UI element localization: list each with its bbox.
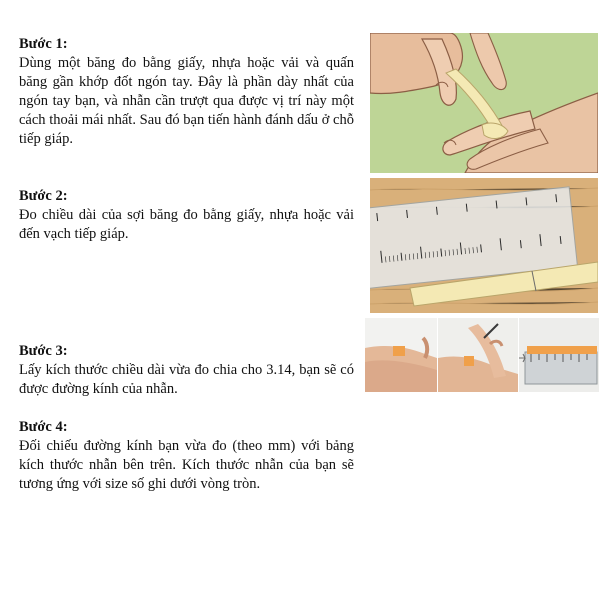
hand-wrapping-tape-illustration [370, 33, 598, 173]
step-1-text: Dùng một băng đo bằng giấy, nhựa hoặc vải và quấn băng gần khớp đốt ngón tay. Đây là phần dày nhất của ngón tay bạn, và nhẫn cần trượt qua được vị trí này một cách thoải mái nhất. Sau đó bạn tiến hành đánh dấu ở chỗ tiếp giáp. [19, 55, 354, 147]
step-3-text: Lấy kích thước chiều dài vừa đo chia cho 3.14, bạn sẽ có được đường kính của nhẫn. [19, 362, 354, 397]
step-2-title: Bước 2: [19, 188, 68, 204]
step-3 [19, 342, 354, 399]
step-4-text: Đối chiếu đường kính bạn vừa đo (theo mm) với bảng kích thước nhẫn bên trên. Kích thước nhẫn của bạn sẽ tương ứng với size số ghi dưới vòng tròn. [19, 438, 354, 492]
step-1-title: Bước 1: [19, 36, 68, 52]
step-3-title: Bước 3: [19, 343, 68, 359]
step-2-text: Đo chiều dài của sợi băng đo bằng giấy, nhựa hoặc vải đến vạch tiếp giáp. [19, 207, 354, 242]
tape-on-ruler-photo [519, 318, 599, 392]
step-1 [19, 35, 354, 149]
step-2 [19, 187, 354, 244]
ruler-measuring-tape-illustration [370, 178, 598, 313]
step-4-title: Bước 4: [19, 419, 68, 435]
marking-tape-photo [438, 318, 518, 392]
step-4 [19, 418, 354, 494]
finger-with-tape-photo [365, 318, 437, 392]
